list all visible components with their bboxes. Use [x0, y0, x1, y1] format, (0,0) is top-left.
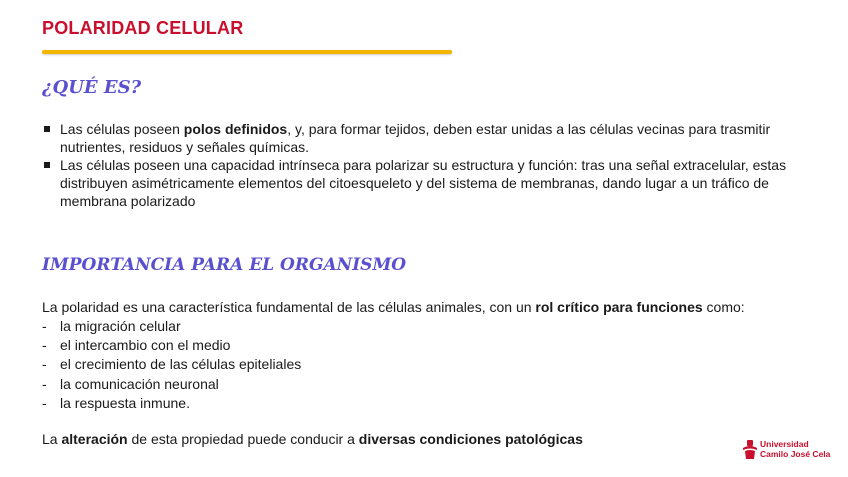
bullet-text: Las células poseen una capacidad intrínseca para polarizar su estructura y función: tras una señal extracelular, estas distribuyen asimétricamente elementos del citoesqueleto y del sistema de membranas, dando lugar a un tráfico de membrana polarizado — [60, 157, 787, 209]
closing-text-bold: diversas condiciones patológicas — [358, 431, 583, 447]
list-item-text: el intercambio con el medio — [60, 337, 231, 354]
dash-marker: - — [42, 318, 47, 334]
university-logo — [742, 438, 834, 462]
dash-marker: - — [42, 356, 47, 373]
list-item — [42, 355, 301, 374]
closing-text-pre: La — [42, 431, 62, 447]
bullet-item — [42, 156, 802, 210]
logo-text-line1: Universidad — [760, 439, 809, 449]
list-item-text: la comunicación neuronal — [60, 375, 219, 392]
square-bullet-icon — [44, 126, 50, 132]
dash-marker: - — [42, 375, 47, 392]
square-bullet-icon — [44, 162, 50, 168]
closing-text-mid: de esta propiedad puede conducir a — [127, 431, 359, 447]
slide-title: POLARIDAD CELULAR — [42, 18, 244, 38]
list-item-text: el crecimiento de las células epiteliales — [60, 356, 302, 373]
list-item — [42, 375, 301, 394]
logo-emblem-icon — [742, 440, 758, 460]
bullet-text-bold: polos definidos — [183, 121, 288, 137]
dash-marker: - — [42, 394, 47, 411]
list-item-text: la migración celular — [60, 318, 181, 334]
list-item — [42, 317, 301, 336]
bullet-text-pre: Las células poseen — [60, 121, 184, 137]
list-item — [42, 336, 301, 355]
list-item-text: la respuesta inmune. — [60, 394, 190, 411]
intro-text-pre: La polaridad es una característica fundamental de las células animales, con un — [42, 299, 536, 315]
bullet-item — [42, 120, 802, 156]
importance-intro-paragraph — [42, 298, 822, 317]
bullet-text-post: , y, para formar tejidos, deben estar unidas a las células vecinas para trasmitir nutrientes, residuos y señales químicas. — [60, 121, 771, 155]
intro-text-bold: rol crítico para funciones — [535, 299, 703, 315]
function-dash-list — [42, 317, 301, 413]
list-item — [42, 394, 301, 413]
section-heading-importancia: IMPORTANCIA PARA EL ORGANISMO — [42, 255, 407, 275]
section-heading-que-es: ¿QUÉ ES? — [42, 77, 142, 98]
definition-bullet-list — [42, 120, 802, 210]
dash-marker: - — [42, 337, 47, 354]
title-underline-bar — [42, 50, 452, 54]
logo-text-line2: Camilo José Cela — [760, 449, 831, 459]
closing-text-bold: alteración — [61, 431, 128, 447]
intro-text-post: como: — [702, 299, 745, 315]
closing-paragraph — [42, 430, 822, 449]
